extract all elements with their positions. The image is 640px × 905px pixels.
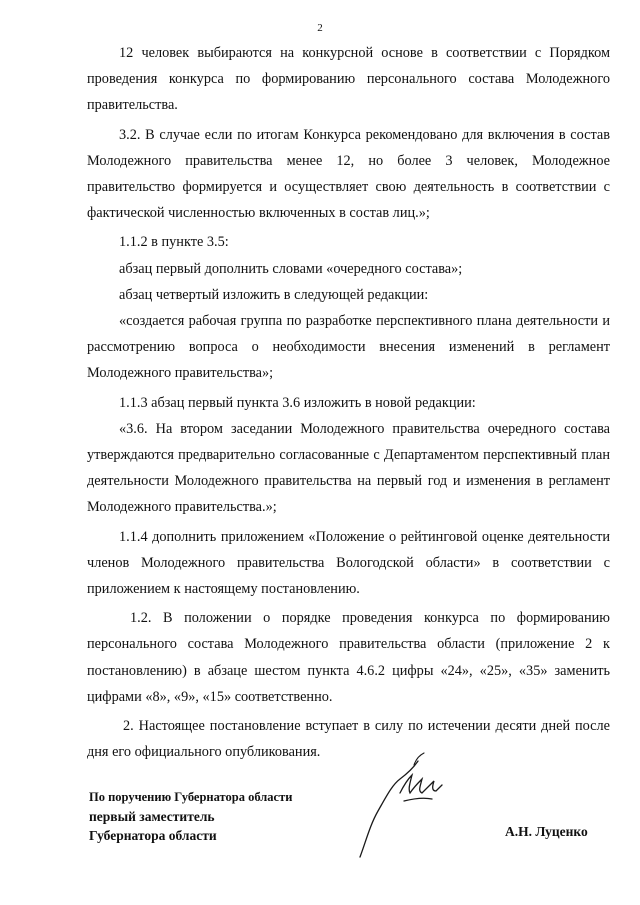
paragraph-2: 3.2. В случае если по итогам Конкурса рекомендовано для включения в состав Молодежного правительства менее 12, но более 3 человек, Молодежное правительство формируется и осуществляет свою деятельность в соответствии с фактической численностью включенных в состав лиц.»; bbox=[87, 126, 610, 222]
paragraph-4: абзац первый дополнить словами «очередного состава»; bbox=[119, 260, 463, 277]
paragraph-11: 2. Настоящее постановление вступает в силу по истечении десяти дней после дня его официального опубликования. bbox=[87, 718, 610, 761]
paragraph-5: абзац четвертый изложить в следующей редакции: bbox=[119, 286, 429, 303]
document-body bbox=[87, 40, 610, 765]
signature-block bbox=[89, 788, 319, 845]
signature-line-1: По поручению Губернатора области bbox=[89, 790, 293, 804]
signer-name: А.Н. Луценко bbox=[505, 824, 588, 839]
paragraph-10: 1.2. В положении о порядке проведения конкурса по формированию персонального состава Молодежного правительства области (приложение 2 к постановлению) в абзаце шестом пункта 4.6.2 цифры «24», «25», «35» заменить цифрами «8», «9», «15» соответственно. bbox=[87, 610, 610, 705]
paragraph-1: 12 человек выбираются на конкурсной основе в соответствии с Порядком проведения конкурса по формированию персонального состава Молодежного правительства. bbox=[87, 45, 610, 114]
paragraph-6: «создается рабочая группа по разработке перспективного плана деятельности и рассмотрению вопроса о необходимости внесения изменений в регламент Молодежного правительства»; bbox=[87, 313, 610, 382]
signature-line-3: Губернатора области bbox=[89, 828, 217, 843]
signature-line-2: первый заместитель bbox=[89, 809, 215, 824]
paragraph-7: 1.1.3 абзац первый пункта 3.6 изложить в новой редакции: bbox=[119, 394, 476, 411]
paragraph-8: «3.6. На втором заседании Молодежного правительства очередного состава утверждаются предварительно согласованные с Департаментом перспективный план деятельности Молодежного правительства на первый год и изменения в регламент Молодежного правительства.»; bbox=[87, 420, 610, 516]
paragraph-9: 1.1.4 дополнить приложением «Положение о рейтинговой оценке деятельности членов Молодежного правительства Вологодской области» в соответствии с приложением к настоящему постановлению. bbox=[87, 528, 610, 598]
page-number: 2 bbox=[317, 22, 323, 34]
paragraph-3: 1.1.2 в пункте 3.5: bbox=[119, 234, 229, 251]
handwritten-signature bbox=[352, 745, 462, 865]
